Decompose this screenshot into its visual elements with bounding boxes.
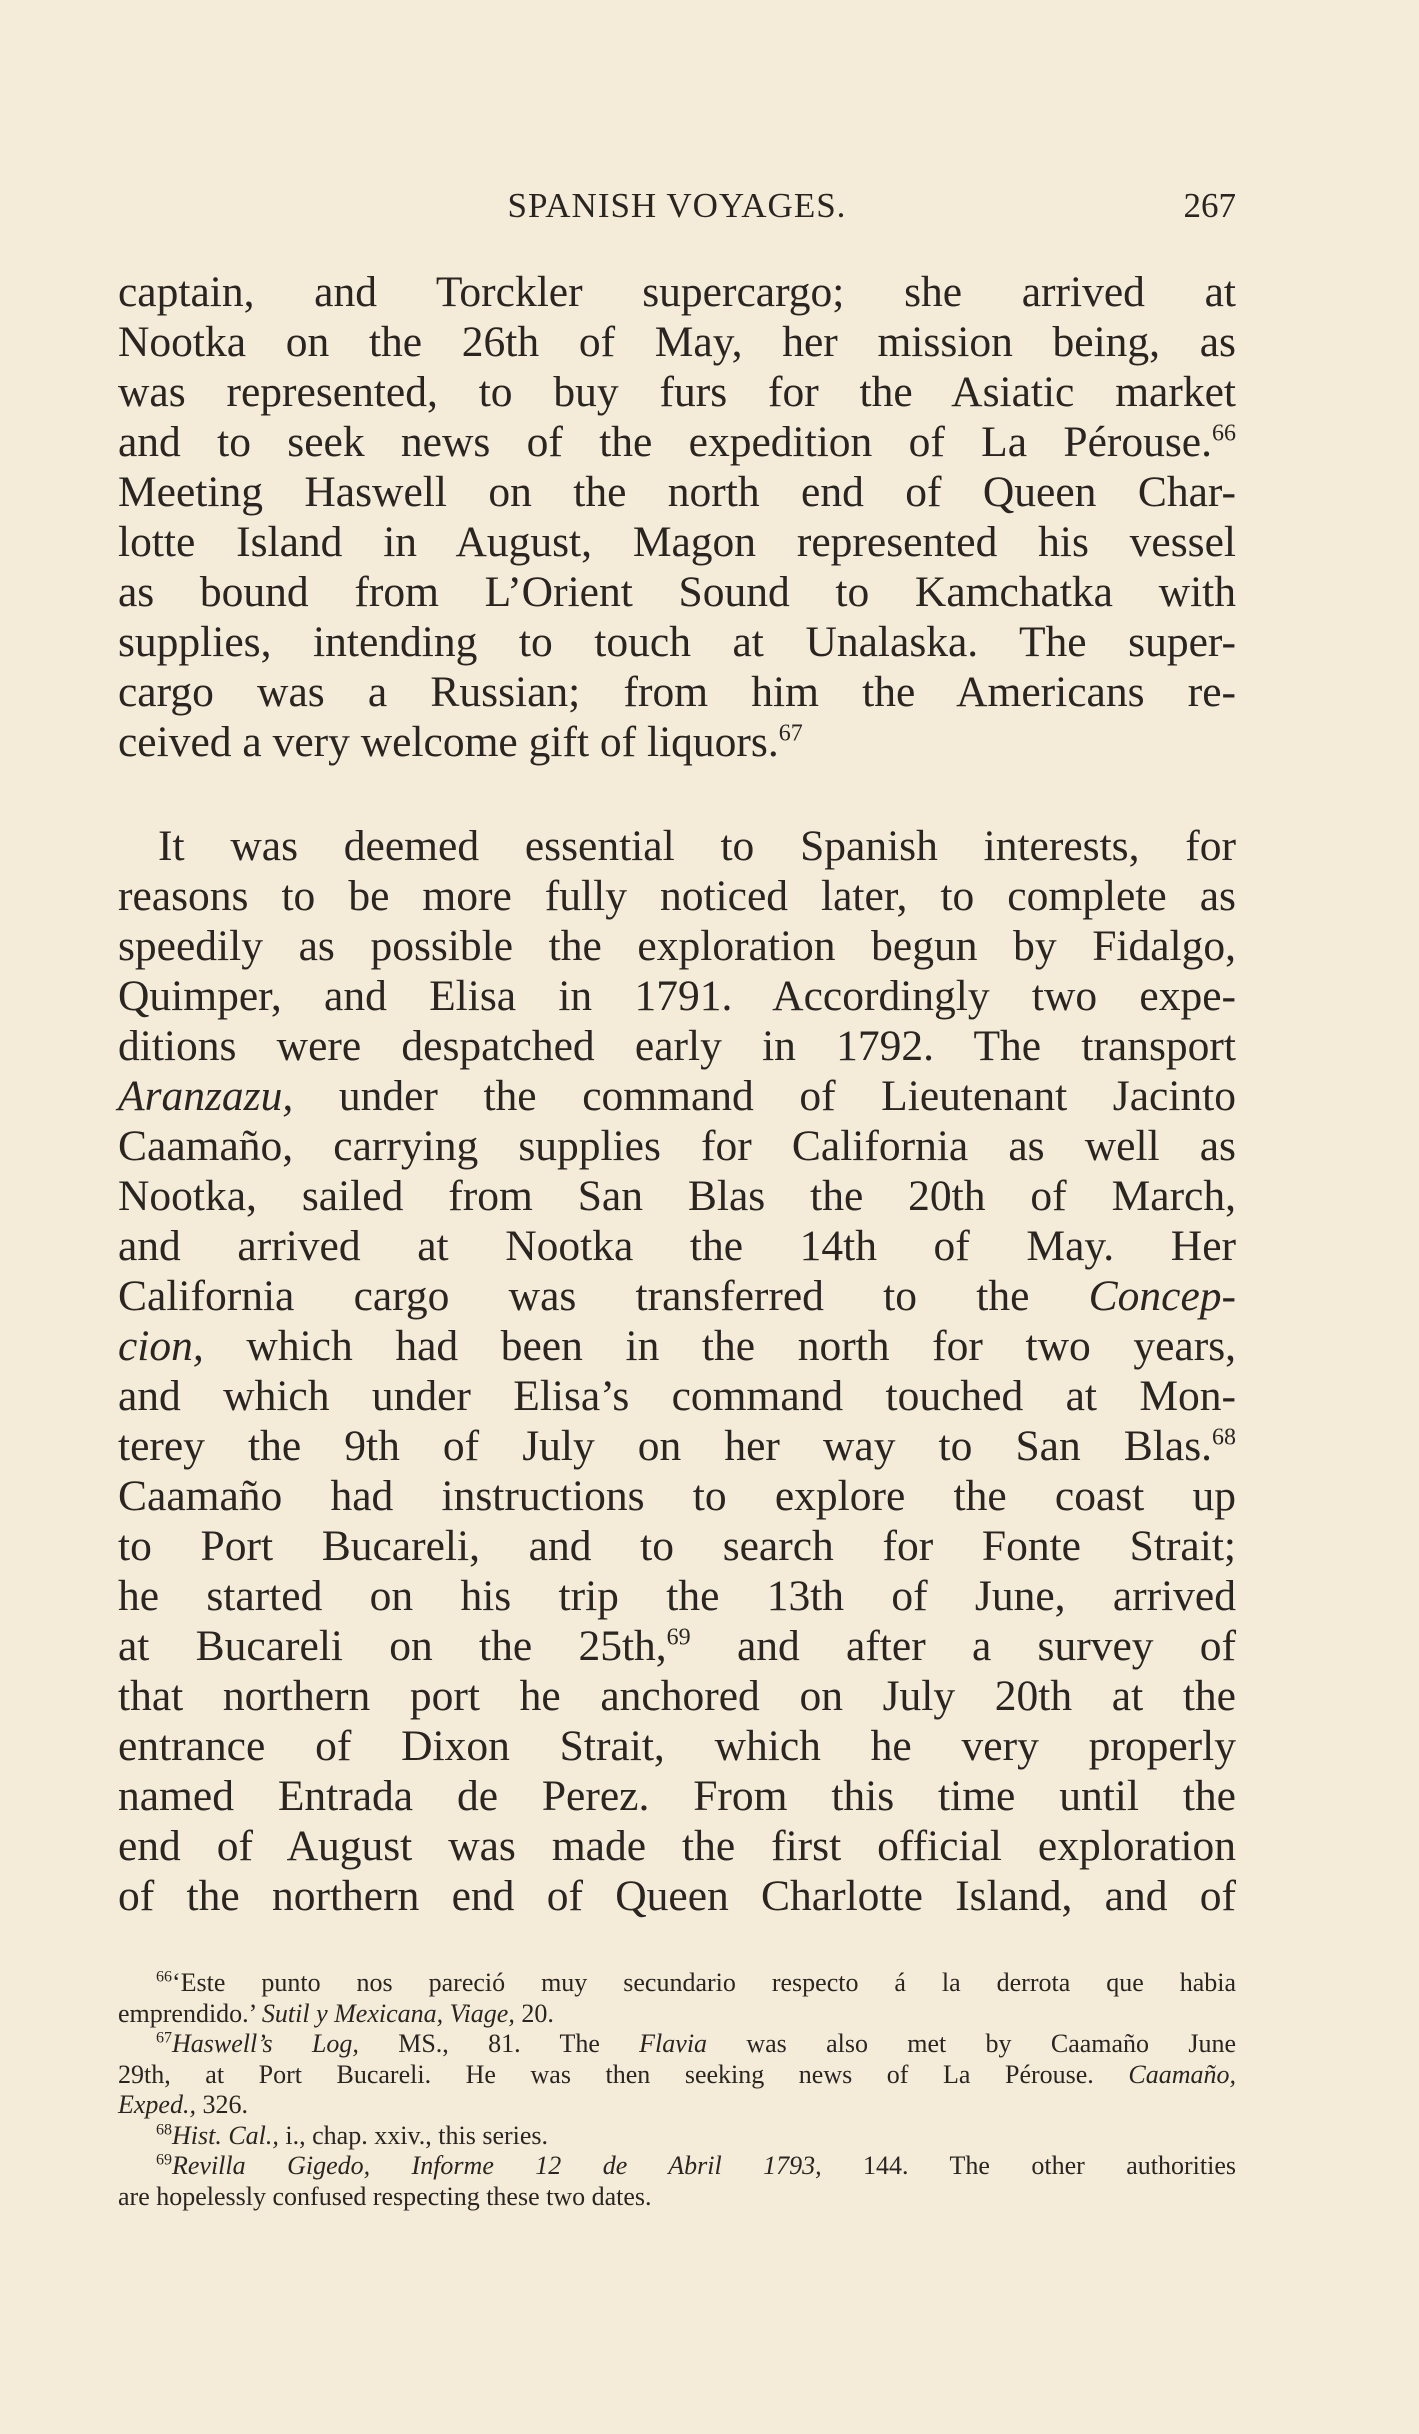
body-line: Nootka, sailed from San Blas the 20th of March, bbox=[118, 1172, 1236, 1220]
body-line: speedily as possible the exploration begun by Fidalgo, bbox=[118, 922, 1236, 970]
citation-title: Revilla Gigedo, Informe 12 de Abril 1793, bbox=[172, 2151, 822, 2180]
footnote-text: 144. The other authorities bbox=[821, 2151, 1236, 2180]
footnote-text: 20. bbox=[514, 1998, 554, 2028]
body-line: and which under Elisa’s command touched at Mon- bbox=[118, 1372, 1236, 1420]
ship-name: cion, bbox=[118, 1322, 204, 1370]
footnote-line: are hopelessly confused respecting these two dates. bbox=[118, 2181, 652, 2211]
footnote-67 bbox=[118, 2029, 1236, 2060]
body-line-text: terey the 9th of July on her way to San Blas. bbox=[118, 1422, 1212, 1470]
body-line: It was deemed essential to Spanish interests, for bbox=[158, 822, 1236, 870]
body-line: that northern port he anchored on July 20th at the bbox=[118, 1672, 1236, 1720]
ship-name: Aranzazu, bbox=[118, 1072, 294, 1120]
body-line: supplies, intending to touch at Unalaska. The super- bbox=[118, 618, 1236, 666]
footnote-68 bbox=[118, 2121, 1236, 2152]
footnote-ref: 67 bbox=[778, 720, 803, 747]
body-line-text: and after a survey of bbox=[690, 1622, 1237, 1670]
body-line-text: and to seek news of the expedition of La Pérouse. bbox=[118, 418, 1212, 466]
footnote-text: i., chap. xxiv., this series. bbox=[278, 2120, 549, 2150]
footnote-ref: 69 bbox=[666, 1624, 691, 1651]
footnote-number: 68 bbox=[156, 2120, 172, 2138]
body-line: was represented, to buy furs for the Asiatic market bbox=[118, 368, 1236, 416]
body-line: of the northern end of Queen Charlotte Island, and of bbox=[118, 1872, 1236, 1920]
body-line: reasons to be more fully noticed later, to complete as bbox=[118, 872, 1236, 920]
footnote-ref: 68 bbox=[1212, 1424, 1236, 1451]
body-text bbox=[118, 267, 1236, 1921]
body-line: lotte Island in August, Magon represented his vessel bbox=[118, 518, 1236, 566]
ship-name: Flavia bbox=[639, 2029, 708, 2058]
body-line: ditions were despatched early in 1792. The transport bbox=[118, 1022, 1236, 1070]
ship-name: Concep- bbox=[1088, 1272, 1236, 1320]
body-line: Meeting Haswell on the north end of Queen Char- bbox=[118, 468, 1236, 516]
running-title: SPANISH VOYAGES. bbox=[507, 186, 847, 225]
footnote-number: 69 bbox=[156, 2151, 172, 2169]
citation-title: Hist. Cal., bbox=[172, 2120, 279, 2150]
footnote-number: 66 bbox=[156, 1968, 172, 1986]
body-line bbox=[118, 1271, 1236, 1321]
footnote-line bbox=[118, 2090, 1236, 2121]
body-line: cargo was a Russian; from him the Americans re- bbox=[118, 668, 1236, 716]
running-head bbox=[118, 186, 1236, 236]
footnote-text: emprendido.’ bbox=[118, 1998, 262, 2028]
body-line bbox=[118, 1071, 1236, 1121]
page-number: 267 bbox=[1183, 186, 1236, 225]
body-line: he started on his trip the 13th of June, arrived bbox=[118, 1572, 1236, 1620]
citation-title: Exped., bbox=[118, 2090, 196, 2119]
body-line: Caamaño, carrying supplies for California as well as bbox=[118, 1122, 1236, 1170]
body-line: named Entrada de Perez. From this time until the bbox=[118, 1772, 1236, 1820]
body-line: entrance of Dixon Strait, which he very properly bbox=[118, 1722, 1236, 1770]
footnote-66 bbox=[118, 1968, 1236, 1999]
body-line: Nootka on the 26th of May, her mission being, as bbox=[118, 318, 1236, 366]
citation-title: Haswell’s Log, bbox=[172, 2029, 359, 2058]
body-line: to Port Bucareli, and to search for Fonte Strait; bbox=[118, 1522, 1236, 1570]
body-line-text: California cargo was transferred to the bbox=[118, 1272, 1089, 1320]
footnote-text: MS., 81. The bbox=[358, 2029, 640, 2058]
body-line: Quimper, and Elisa in 1791. Accordingly two expe- bbox=[118, 972, 1236, 1020]
body-line bbox=[118, 1621, 1236, 1671]
body-line-text: ceived a very welcome gift of liquors. bbox=[118, 718, 779, 766]
body-line-text: at Bucareli on the 25th, bbox=[118, 1622, 667, 1670]
body-line-text: under the command of Lieutenant Jacinto bbox=[293, 1072, 1236, 1120]
footnote-number: 67 bbox=[156, 2029, 172, 2047]
body-line bbox=[118, 1421, 1236, 1471]
citation-title: Caamaño, bbox=[1128, 2059, 1236, 2089]
body-line: Caamaño had instructions to explore the coast up bbox=[118, 1472, 1236, 1520]
body-line: and arrived at Nootka the 14th of May. Her bbox=[118, 1222, 1236, 1270]
body-line-text: which had been in the north for two years, bbox=[203, 1322, 1236, 1370]
footnotes bbox=[118, 1968, 1236, 2212]
body-line bbox=[118, 417, 1236, 467]
body-line: end of August was made the first official exploration bbox=[118, 1822, 1236, 1870]
body-line bbox=[118, 1321, 1236, 1371]
footnote-ref: 66 bbox=[1212, 420, 1236, 447]
body-line bbox=[118, 717, 1236, 767]
footnote-line bbox=[118, 2060, 1236, 2091]
footnote-text: 326. bbox=[195, 2090, 248, 2119]
body-line: captain, and Torckler supercargo; she arrived at bbox=[118, 268, 1236, 316]
footnote-text: ‘Este punto nos pareció muy secundario respecto á la derrota que habia bbox=[172, 1968, 1236, 1997]
footnote-text: was also met by Caamaño June bbox=[707, 2029, 1237, 2058]
body-line: as bound from L’Orient Sound to Kamchatka with bbox=[118, 568, 1236, 616]
footnote-line bbox=[118, 1999, 1236, 2030]
citation-title: Sutil y Mexicana, Viage, bbox=[261, 1998, 515, 2028]
footnote-69 bbox=[118, 2151, 1236, 2182]
footnote-text: 29th, at Port Bucareli. He was then seeking news of La Pérouse. bbox=[118, 2059, 1129, 2089]
paragraph-gap bbox=[118, 767, 1236, 821]
